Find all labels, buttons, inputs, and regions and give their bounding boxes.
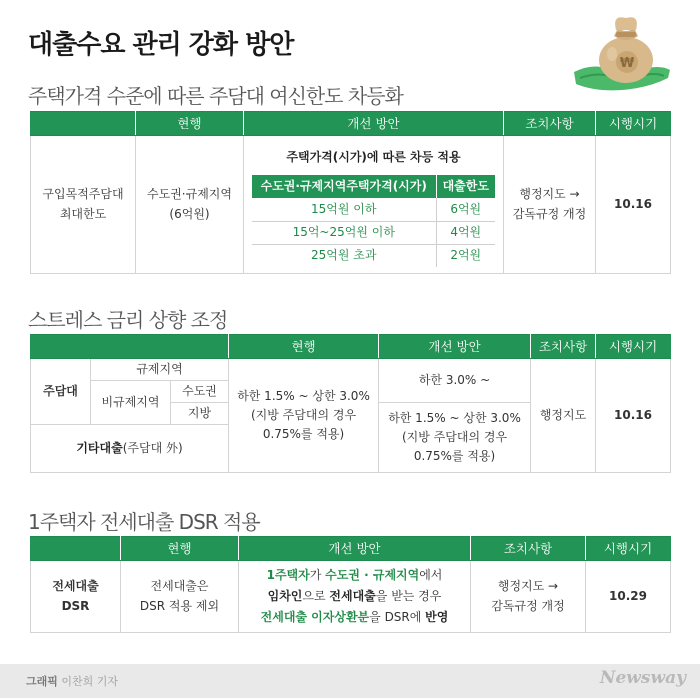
s1-header-current: 현행 xyxy=(136,112,244,136)
s2-capital: 수도권 xyxy=(171,381,229,403)
graphic-credit xyxy=(26,673,118,689)
section2-table xyxy=(30,334,671,473)
s3-header-plan: 개선 방안 xyxy=(239,537,471,561)
s3-header-action: 조치사항 xyxy=(471,537,586,561)
s3-plan xyxy=(239,561,471,633)
s1-plan-limit: 2억원 xyxy=(436,244,495,267)
s1-date: 10.16 xyxy=(596,136,671,274)
credit-label: 그래픽 xyxy=(26,675,58,688)
s3-plan-part: 전세대출 이자상환분 xyxy=(260,610,370,624)
s1-row-label: 구입목적주담대 최대한도 xyxy=(31,136,136,274)
table-row xyxy=(252,221,495,244)
s2-other-cell xyxy=(31,425,229,473)
s2-local: 지방 xyxy=(171,403,229,425)
s1-plan-price: 25억원 초과 xyxy=(311,248,377,263)
s3-header-current: 현행 xyxy=(121,537,239,561)
section1-table xyxy=(30,111,671,274)
s2-header-blank xyxy=(31,335,229,359)
table-row xyxy=(252,244,495,267)
s1-plan-limit: 4억원 xyxy=(436,221,495,244)
svg-text:₩: ₩ xyxy=(619,56,635,71)
s1-plan-header-price: 수도권·규제지역주택가격(시가) xyxy=(252,175,436,198)
s2-current: 하한 1.5% ~ 상한 3.0% (지방 주담대의 경우 0.75%를 적용) xyxy=(229,359,379,473)
s3-header-blank xyxy=(31,537,121,561)
s1-action: 행정지도 → 감독규정 개정 xyxy=(504,136,596,274)
s3-plan-part: 으로 xyxy=(302,589,330,603)
s1-plan-table xyxy=(252,175,495,267)
s2-header-action: 조치사항 xyxy=(531,335,596,359)
s2-header-date: 시행시기 xyxy=(596,335,671,359)
s3-plan-part: 전세대출 xyxy=(329,589,376,603)
s3-plan-part: 반영 xyxy=(425,610,449,624)
s1-plan-header-limit: 대출한도 xyxy=(436,175,495,198)
s2-action: 행정지도 xyxy=(531,359,596,473)
s1-header-date: 시행시기 xyxy=(596,112,671,136)
s3-row-label: 전세대출 DSR xyxy=(31,561,121,633)
s2-date: 10.16 xyxy=(596,359,671,473)
page-title: 대출수요 관리 강화 방안 xyxy=(28,30,294,60)
s3-current: 전세대출은 DSR 적용 제외 xyxy=(121,561,239,633)
credit-author: 이찬희 기자 xyxy=(57,675,119,688)
s2-regulated: 규제지역 xyxy=(91,359,229,381)
s1-header-action: 조치사항 xyxy=(504,112,596,136)
s3-plan-part: 수도권 · 규제지역 xyxy=(325,568,420,582)
s2-plan-a: 하한 3.0% ~ xyxy=(379,359,531,403)
section2-heading: 스트레스 금리 상향 조정 xyxy=(28,308,228,332)
s3-plan-part: 에서 xyxy=(419,568,443,582)
s3-header-date: 시행시기 xyxy=(586,537,671,561)
s1-header-plan: 개선 방안 xyxy=(244,112,504,136)
s3-plan-part: 1주택자 xyxy=(266,568,310,582)
s2-plan-b: 하한 1.5% ~ 상한 3.0% (지방 주담대의 경우 0.75%를 적용) xyxy=(379,403,531,473)
section3-heading: 1주택자 전세대출 DSR 적용 xyxy=(28,510,260,534)
s3-action: 행정지도 → 감독규정 개정 xyxy=(471,561,586,633)
s1-plan-title: 주택가격(시가)에 따른 차등 적용 xyxy=(286,150,461,164)
s3-plan-part: 을 DSR에 xyxy=(369,610,426,624)
section1-heading: 주택가격 수준에 따른 주담대 여신한도 차등화 xyxy=(28,84,403,108)
s2-other-label: 기타대출 xyxy=(76,440,123,455)
table-row xyxy=(252,198,495,221)
s2-nonregulated: 비규제지역 xyxy=(91,381,171,425)
s3-date: 10.29 xyxy=(586,561,671,633)
s3-plan-part: 임차인 xyxy=(267,589,303,603)
s1-plan-price: 15억~25억원 이하 xyxy=(252,221,436,244)
s2-other-suffix: (주담대 外) xyxy=(122,440,183,455)
newsway-logo: Newsway xyxy=(599,668,686,688)
money-bag-icon xyxy=(568,8,672,94)
s2-header-current: 현행 xyxy=(229,335,379,359)
s1-current: 수도권·규제지역 (6억원) xyxy=(136,136,244,274)
s1-header-blank xyxy=(31,112,136,136)
s2-jdd-label: 주담대 xyxy=(31,359,91,425)
s1-plan-price: 15억원 이하 xyxy=(252,198,436,221)
s2-header-plan: 개선 방안 xyxy=(379,335,531,359)
s3-plan-part: 을 받는 경우 xyxy=(375,589,442,603)
s1-plan-limit: 6억원 xyxy=(436,198,495,221)
s1-plan-cell xyxy=(244,136,504,274)
section3-table xyxy=(30,536,671,633)
s3-plan-part: 가 xyxy=(309,568,326,582)
